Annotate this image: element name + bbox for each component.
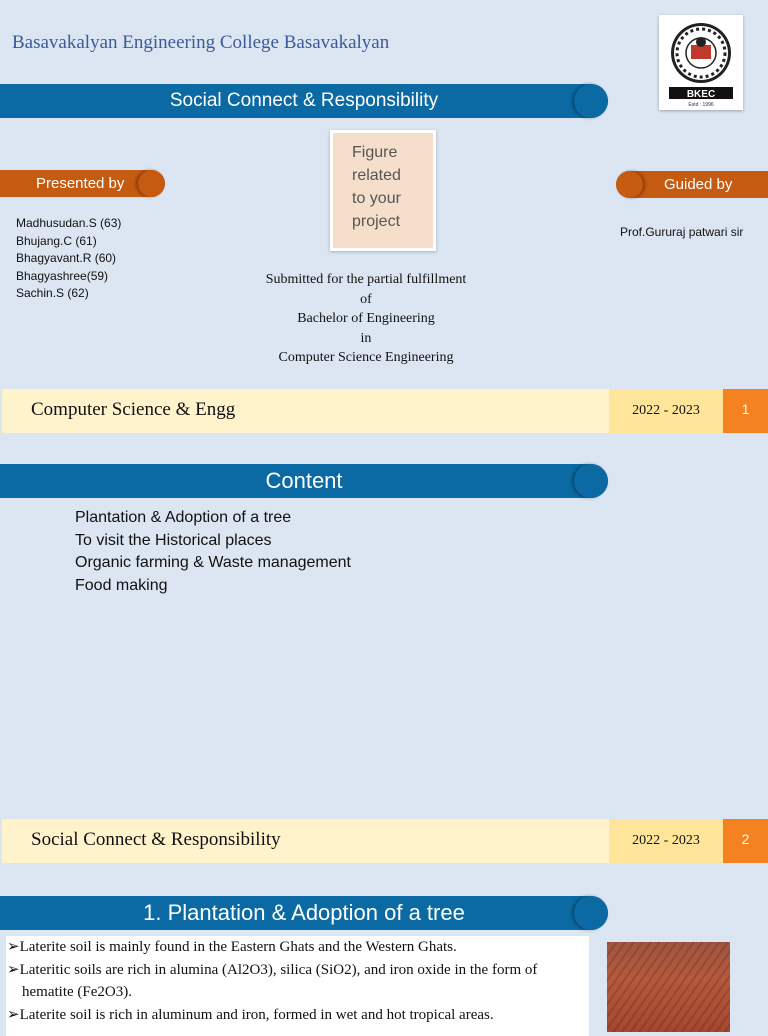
soil-text-panel — [6, 936, 589, 1036]
list-item: Food making — [75, 576, 168, 594]
guide-name: Prof.Gururaj patwari sir — [620, 225, 744, 239]
laterite-soil-image — [607, 942, 730, 1032]
submission-text: Submitted for the partial fulfillment of Bachelor of Engineering in Computer Science Engineering — [265, 272, 467, 365]
slide2-footer — [0, 819, 768, 863]
presented-by-label: Presented by — [36, 175, 125, 192]
footer-title: Computer Science & Engg — [31, 399, 236, 420]
slide1-banner — [0, 84, 608, 118]
member-item: Sachin.S (62) — [16, 286, 89, 300]
member-item: Bhujang.C (61) — [16, 233, 97, 248]
slide3-banner — [0, 896, 608, 930]
logo-text: BKEC — [686, 89, 716, 100]
text-line: ➢Lateritic soils are rich in alumina (Al2O3), silica (SiO2), and iron oxide in the form of — [7, 961, 538, 978]
arrow-icon: ➢ — [7, 939, 20, 955]
guided-by-pill — [616, 171, 768, 198]
member-item: Bhagyavant.R (60) — [16, 251, 117, 265]
footer-year: 2022 - 2023 — [609, 819, 723, 863]
list-item: Organic farming & Waste management — [75, 554, 351, 571]
gear-emblem — [671, 23, 731, 83]
slide3-banner-title: 1. Plantation & Adoption of a tree — [143, 900, 465, 925]
page-number: 1 — [723, 389, 768, 433]
guided-by-label: Guided by — [664, 176, 733, 193]
member-item: Madhusudan.S (63) — [16, 216, 122, 230]
member-item: Bhagyashree(59) — [16, 268, 109, 283]
slide2-banner — [0, 464, 608, 498]
footer-title: Social Connect & Responsibility — [31, 829, 281, 850]
banner-circle — [574, 84, 608, 118]
college-logo — [659, 15, 743, 110]
slide1-banner-title: Social Connect & Responsibility — [169, 90, 439, 111]
member-list — [16, 215, 121, 303]
list-item: To visit the Historical places — [75, 531, 272, 549]
text-line: ➢Laterite soil is mainly found in the Eastern Ghats and the Western Ghats. — [7, 939, 457, 955]
list-item: Plantation & Adoption of a tree — [75, 509, 292, 526]
arrow-icon: ➢ — [7, 1006, 20, 1023]
slide2-banner-title: Content — [265, 468, 343, 493]
text-line: hematite (Fe2O3). — [22, 984, 132, 1000]
text-line: ➢Laterite soil is rich in aluminum and iron, formed in wet and hot tropical areas. — [7, 1006, 494, 1023]
page-number: 2 — [723, 819, 768, 863]
slide1-footer — [0, 389, 768, 433]
arrow-icon: ➢ — [7, 961, 20, 978]
content-list — [52, 507, 351, 597]
presented-by-pill — [0, 170, 165, 197]
logo-estd: Estd : 1996 — [688, 102, 714, 108]
figure-placeholder: Figure related to your project — [330, 130, 436, 251]
footer-year: 2022 - 2023 — [609, 389, 723, 433]
college-name: Basavakalyan Engineering College Basavakalyan — [12, 32, 390, 53]
